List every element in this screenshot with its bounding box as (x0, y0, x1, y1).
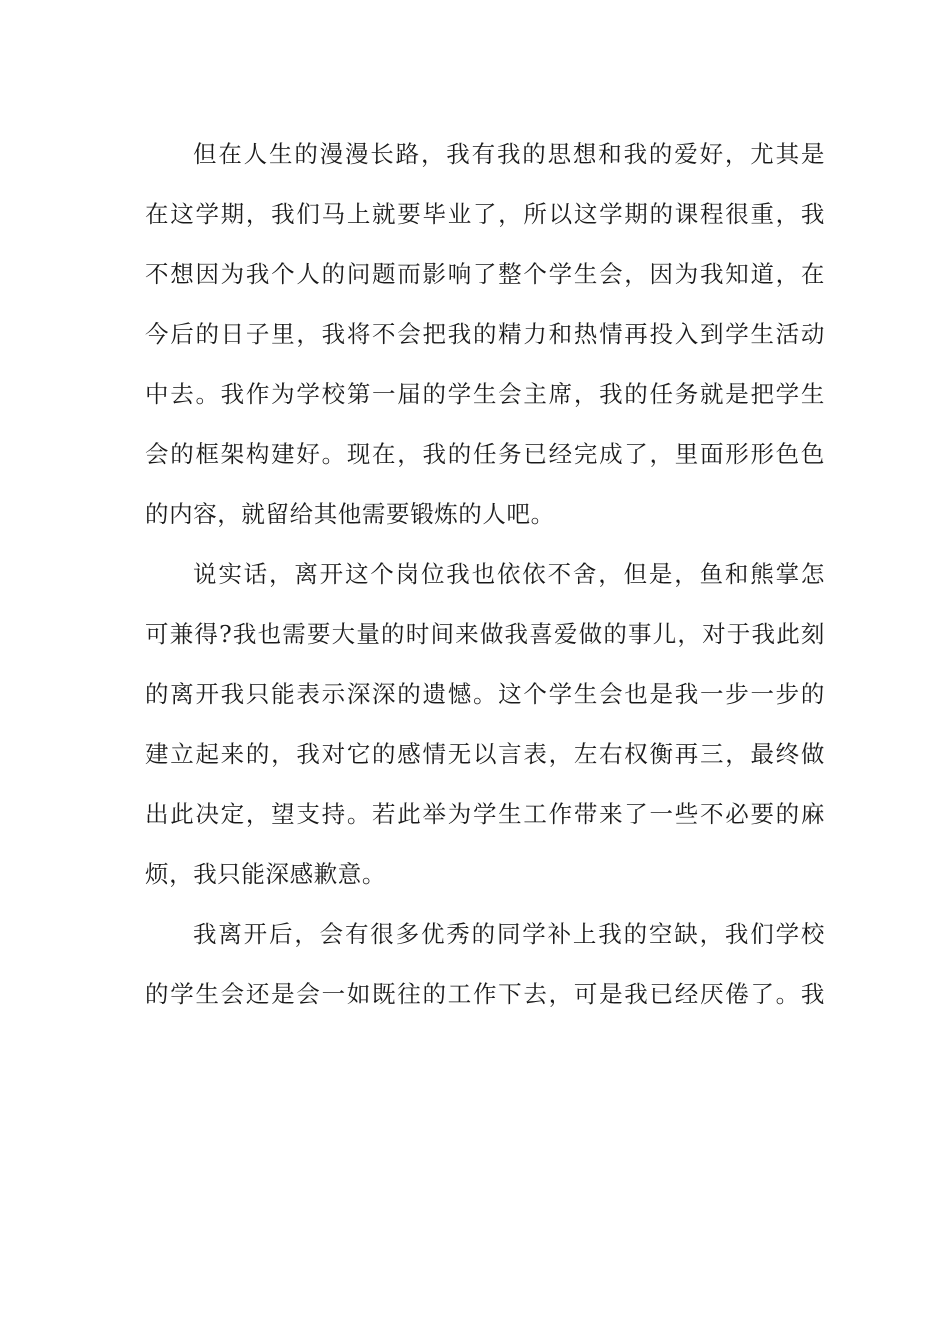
text-line: 说实话，离开这个岗位我也依依不舍，但是，鱼和熊掌怎 (193, 560, 825, 588)
text-line: 的离开我只能表示深深的遗憾。这个学生会也是我一步一步的 (145, 680, 825, 708)
paragraph (145, 128, 825, 548)
text-line: 建立起来的，我对它的感情无以言表，左右权衡再三，最终做 (145, 740, 825, 768)
paragraph (145, 548, 825, 908)
text-line: 在这学期，我们马上就要毕业了，所以这学期的课程很重，我 (145, 200, 825, 228)
paragraph (145, 908, 825, 1028)
text-line: 出此决定，望支持。若此举为学生工作带来了一些不必要的麻 (145, 800, 825, 828)
text-line: 今后的日子里，我将不会把我的精力和热情再投入到学生活动 (145, 320, 825, 348)
document-body (145, 128, 825, 1028)
text-line: 会的框架构建好。现在，我的任务已经完成了，里面形形色色 (145, 440, 825, 468)
text-line: 烦，我只能深感歉意。 (145, 860, 386, 888)
text-line: 不想因为我个人的问题而影响了整个学生会，因为我知道，在 (145, 260, 825, 288)
text-line: 的学生会还是会一如既往的工作下去，可是我已经厌倦了。我 (145, 980, 825, 1008)
text-line: 中去。我作为学校第一届的学生会主席，我的任务就是把学生 (145, 380, 825, 408)
text-line: 但在人生的漫漫长路，我有我的思想和我的爱好，尤其是 (193, 140, 825, 168)
text-line: 可兼得?我也需要大量的时间来做我喜爱做的事儿，对于我此刻 (145, 620, 825, 648)
text-line: 的内容，就留给其他需要锻炼的人吧。 (145, 500, 555, 528)
text-line: 我离开后，会有很多优秀的同学补上我的空缺，我们学校 (193, 920, 825, 948)
